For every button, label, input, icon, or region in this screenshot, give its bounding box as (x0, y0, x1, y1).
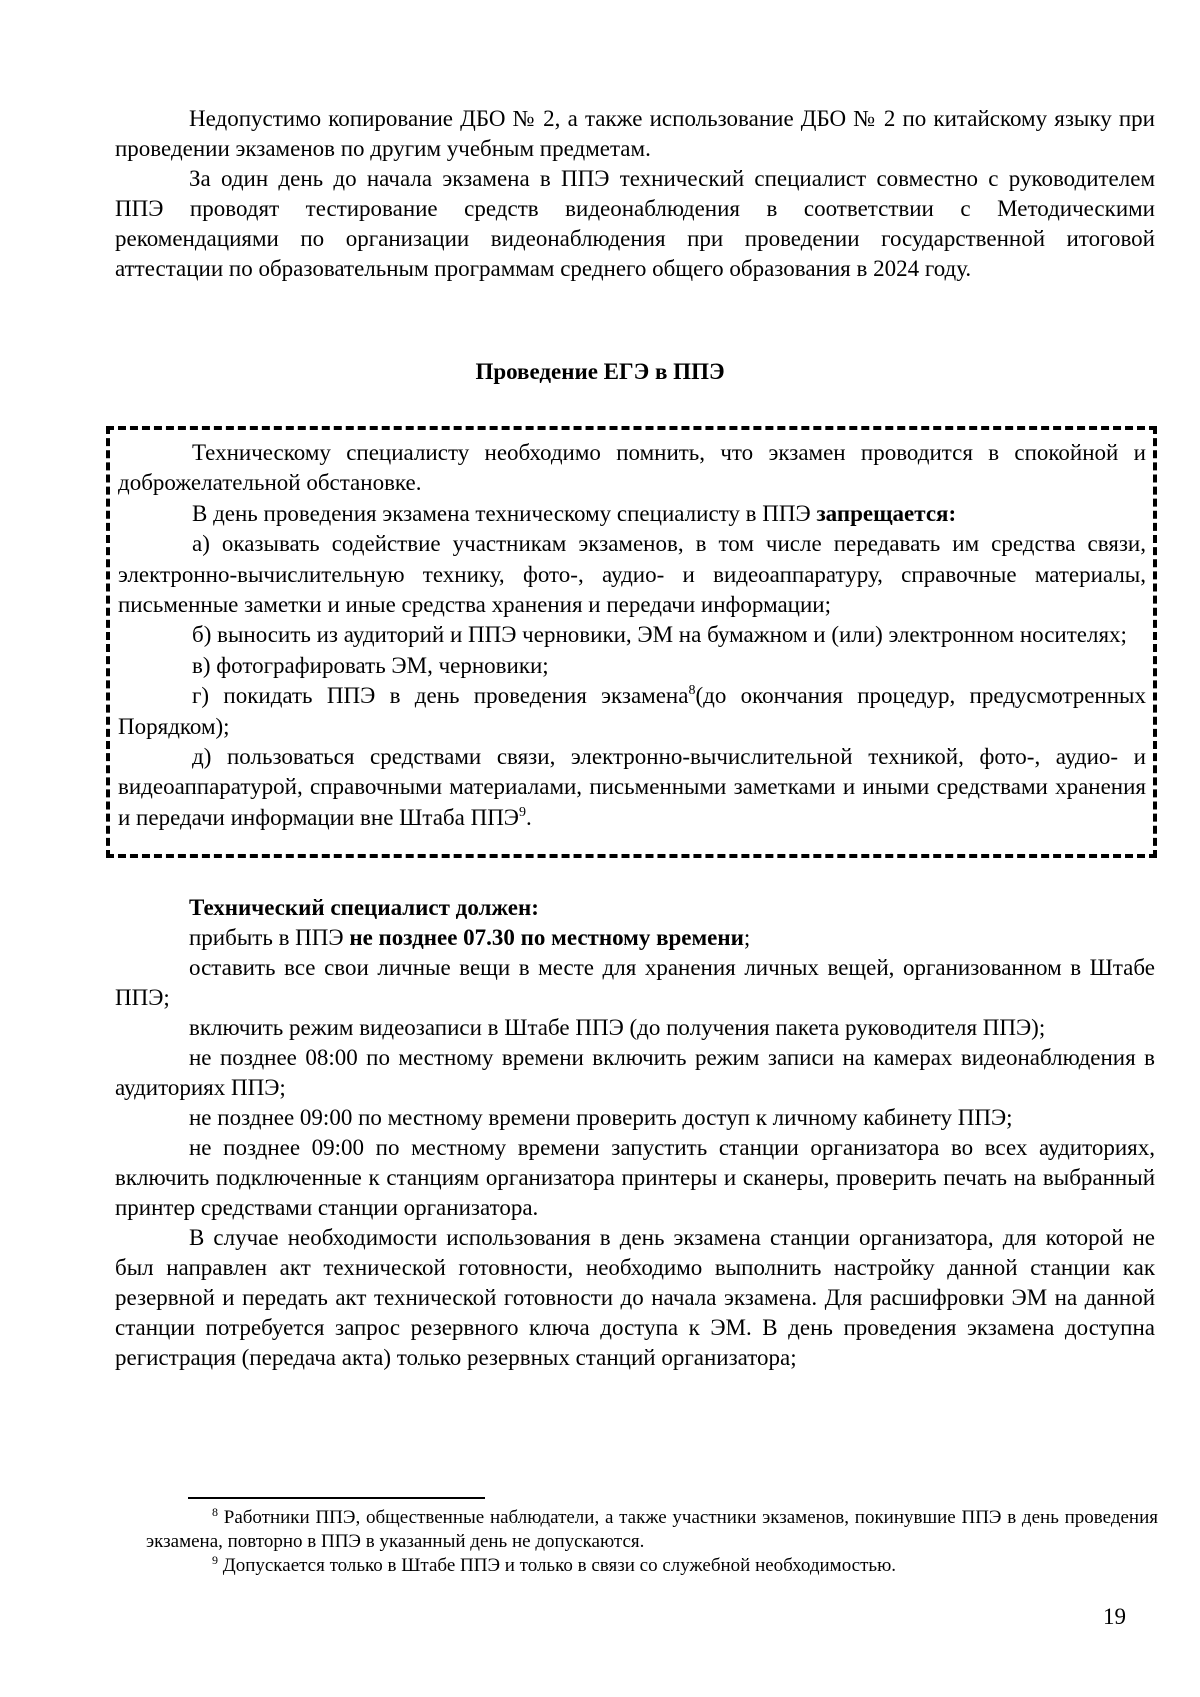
box-paragraph-1: Техническому специалисту необходимо помнить, что экзамен проводится в спокойной и доброжелательной обстановке. (118, 440, 1146, 496)
duties-section (115, 893, 1155, 1373)
footnote-8: $^8$ Работники ППЭ, общественные наблюдатели, а также участники экзаменов, покинувшие ППЭ в день проведения экзамена, повторно в ППЭ в указанный день не допускаются. (146, 1505, 1158, 1552)
section-title: Проведение ЕГЭ в ППЭ (475, 359, 725, 384)
duty-7: В случае необходимости использования в день экзамена станции организатора, для которой не был направлен акт технической готовности, необходимо выполнить настройку данной станции как резервной и передать акт технической готовности до начала экзамена. Для расшифровки ЭМ на данной станции потребуется запрос резервного ключа доступа к ЭМ. В день проведения экзамена доступна регистрация (передача акта) только резервных станций организатора; (115, 1225, 1155, 1370)
duty-5: не позднее 09:00 по местному времени проверить доступ к личному кабинету ППЭ; (189, 1105, 1013, 1130)
box-item-b: б) выносить из аудиторий и ППЭ черновики, ЭМ на бумажном и (или) электронном носителях; (192, 622, 1127, 648)
duty-6: не позднее 09:00 по местному времени запустить станции организатора во всех аудиториях, включить подключенные к станциям организатора принтеры и сканеры, проверить печать на выбранный принтер средствами станции организатора. (115, 1135, 1155, 1220)
duty-3: включить режим видеозаписи в Штабе ППЭ (до получения пакета руководителя ППЭ); (189, 1015, 1046, 1040)
box-item-d: д) пользоваться средствами связи, электронно-вычислительной техникой, фото-, аудио- и видеоаппаратурой, справочными материалами, письменными заметками и иными средствами хранения и передачи информации вне Штаба ППЭ$^9$. (118, 744, 1146, 830)
footnote-ref-8[interactable]: 8 (688, 683, 696, 699)
duty-2: оставить все свои личные вещи в месте для хранения личных вещей, организованном в Штабе ППЭ; (115, 955, 1155, 1010)
footnote-9: $^9$ Допускается только в Штабе ППЭ и только в связи со служебной необходимостью. (212, 1553, 897, 1576)
box-paragraph-2: В день проведения экзамена техническому специалисту в ППЭ запрещается: (192, 500, 957, 526)
prohibitions-box (106, 426, 1157, 858)
box-item-g: г) покидать ППЭ в день проведения экзамена$^8$(до окончания процедур, предусмотренных Порядком); (118, 683, 1146, 739)
duty-4: не позднее 08:00 по местному времени включить режим записи на камерах видеонаблюдения в аудиториях ППЭ; (115, 1045, 1155, 1100)
footnote-ref-9[interactable]: 9 (518, 804, 526, 820)
box-item-a: а) оказывать содействие участникам экзаменов, в том числе передавать им средства связи, электронно-вычислительную технику, фото-, аудио- и видеоаппаратуру, справочные материалы, письменные заметки и иные средства хранения и передачи информации; (118, 531, 1146, 618)
duty-1: прибыть в ППЭ не позднее 07.30 по местному времени; (189, 925, 751, 950)
page-number: 19 (1103, 1604, 1126, 1629)
footnotes (146, 1506, 1158, 1578)
intro-paragraph-1: Недопустимо копирование ДБО № 2, а также использование ДБО № 2 по китайскому языку при проведении экзаменов по другим учебным предметам. (115, 106, 1155, 161)
intro-paragraph-2: За один день до начала экзамена в ППЭ технический специалист совместно с руководителем ППЭ проводят тестирование средств видеонаблюдения в соответствии с Методическими рекомендациями по организации видеонаблюдения при проведении государственной итоговой аттестации по образовательным программам среднего общего образования в 2024 году. (115, 166, 1155, 281)
duties-title: Технический специалист должен: (189, 895, 539, 920)
intro-section (115, 104, 1155, 284)
footnote-divider (188, 1497, 485, 1499)
box-item-v: в) фотографировать ЭМ, черновики; (192, 652, 549, 678)
